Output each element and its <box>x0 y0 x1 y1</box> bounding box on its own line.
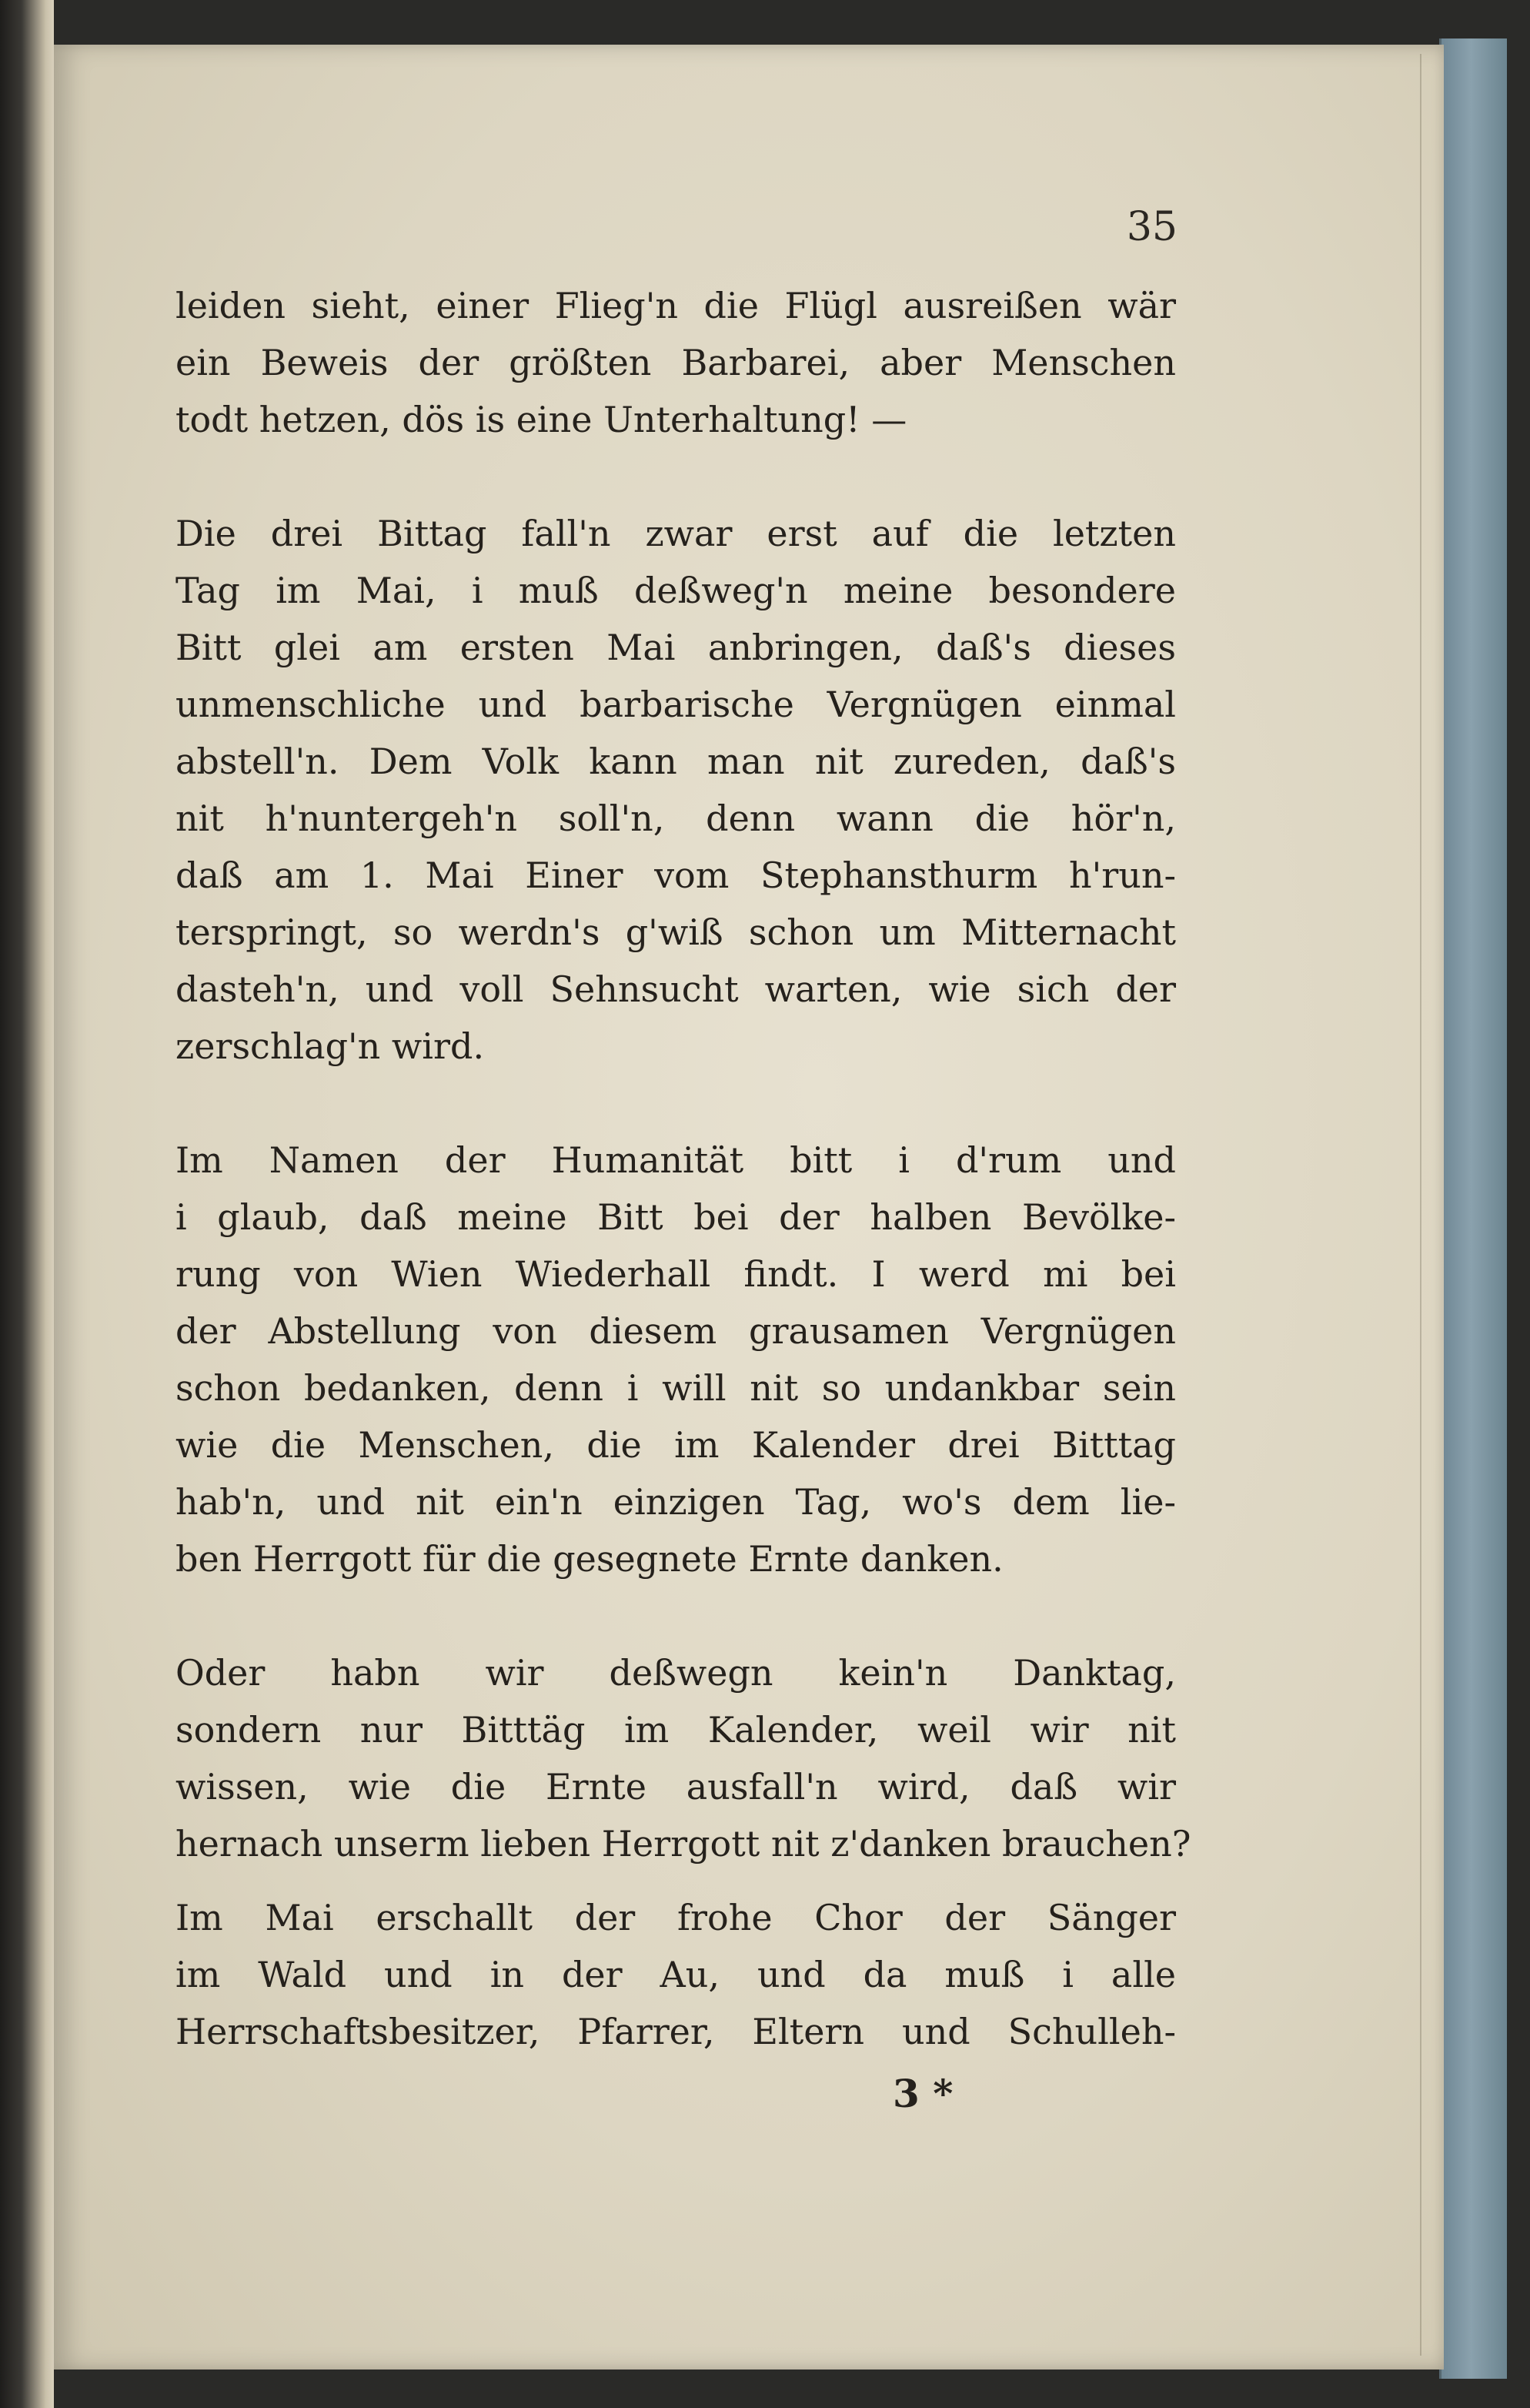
text-line: im Wald und in der Au, und da muß i alle <box>175 1954 1176 1995</box>
text-line: daß am 1. Mai Einer vom Stephansthurm h'run- <box>175 855 1176 896</box>
text-line: Die drei Bittag fall'n zwar erst auf die letzten <box>175 513 1176 554</box>
text-line: schon bedanken, denn i will nit so undankbar sein <box>175 1367 1176 1409</box>
page-text <box>175 277 1191 2060</box>
text-line: der Abstellung von diesem grausamen Vergnügen <box>175 1310 1176 1352</box>
text-line: zerschlag'n wird. <box>175 1025 485 1067</box>
page-edge-line <box>1420 54 1421 2356</box>
text-line: ein Beweis der größten Barbarei, aber Menschen <box>175 342 1176 383</box>
text-line: Tag im Mai, i muß deßweg'n meine besondere <box>175 570 1176 611</box>
text-line: unmenschliche und barbarische Vergnügen einmal <box>175 684 1176 725</box>
text-line: dasteh'n, und voll Sehnsucht warten, wie sich der <box>175 968 1176 1010</box>
page-number: 35 <box>1126 204 1178 250</box>
book-binding-left <box>0 0 54 2408</box>
text-line: ben Herrgott für die gesegnete Ernte danken. <box>175 1538 1004 1580</box>
text-line: Im Namen der Humanität bitt i d'rum und <box>175 1139 1176 1181</box>
paragraph <box>175 1889 1176 2060</box>
text-line: nit h'nuntergeh'n soll'n, denn wann die hör'n, <box>175 798 1176 839</box>
text-line: wie die Menschen, die im Kalender drei Bitttag <box>175 1424 1176 1466</box>
text-line: abstell'n. Dem Volk kann man nit zureden, daß's <box>175 741 1176 782</box>
text-line: wissen, wie die Ernte ausfall'n wird, daß wir <box>175 1766 1176 1808</box>
text-line: terspringt, so werdn's g'wiß schon um Mitternacht <box>175 911 1176 953</box>
paragraph <box>175 1644 1191 1872</box>
text-line: Im Mai erschallt der frohe Chor der Sänger <box>175 1897 1176 1938</box>
text-line: hab'n, und nit ein'n einzigen Tag, wo's dem lie- <box>175 1481 1176 1523</box>
text-line: sondern nur Bitttäg im Kalender, weil wir nit <box>175 1709 1176 1751</box>
book-cover-edge <box>1439 38 1507 2379</box>
text-line: Bitt glei am ersten Mai anbringen, daß's dieses <box>175 627 1176 668</box>
paragraph <box>175 1132 1176 1587</box>
paragraph <box>175 505 1176 1075</box>
text-line: i glaub, daß meine Bitt bei der halben Bevölke- <box>175 1196 1176 1238</box>
text-line: todt hetzen, dös is eine Unterhaltung! — <box>175 399 907 440</box>
signature-mark: 3 * <box>893 2071 954 2116</box>
paragraph <box>175 277 1176 448</box>
text-line: rung von Wien Wiederhall findt. I werd mi bei <box>175 1253 1176 1295</box>
text-line: Oder habn wir deßwegn kein'n Danktag, <box>175 1652 1176 1694</box>
text-line: Herrschaftsbesitzer, Pfarrer, Eltern und Schulleh- <box>175 2011 1176 2052</box>
text-line: hernach unserm lieben Herrgott nit z'danken brauchen? <box>175 1823 1191 1865</box>
text-line: leiden sieht, einer Flieg'n die Flügl ausreißen wär <box>175 285 1176 326</box>
